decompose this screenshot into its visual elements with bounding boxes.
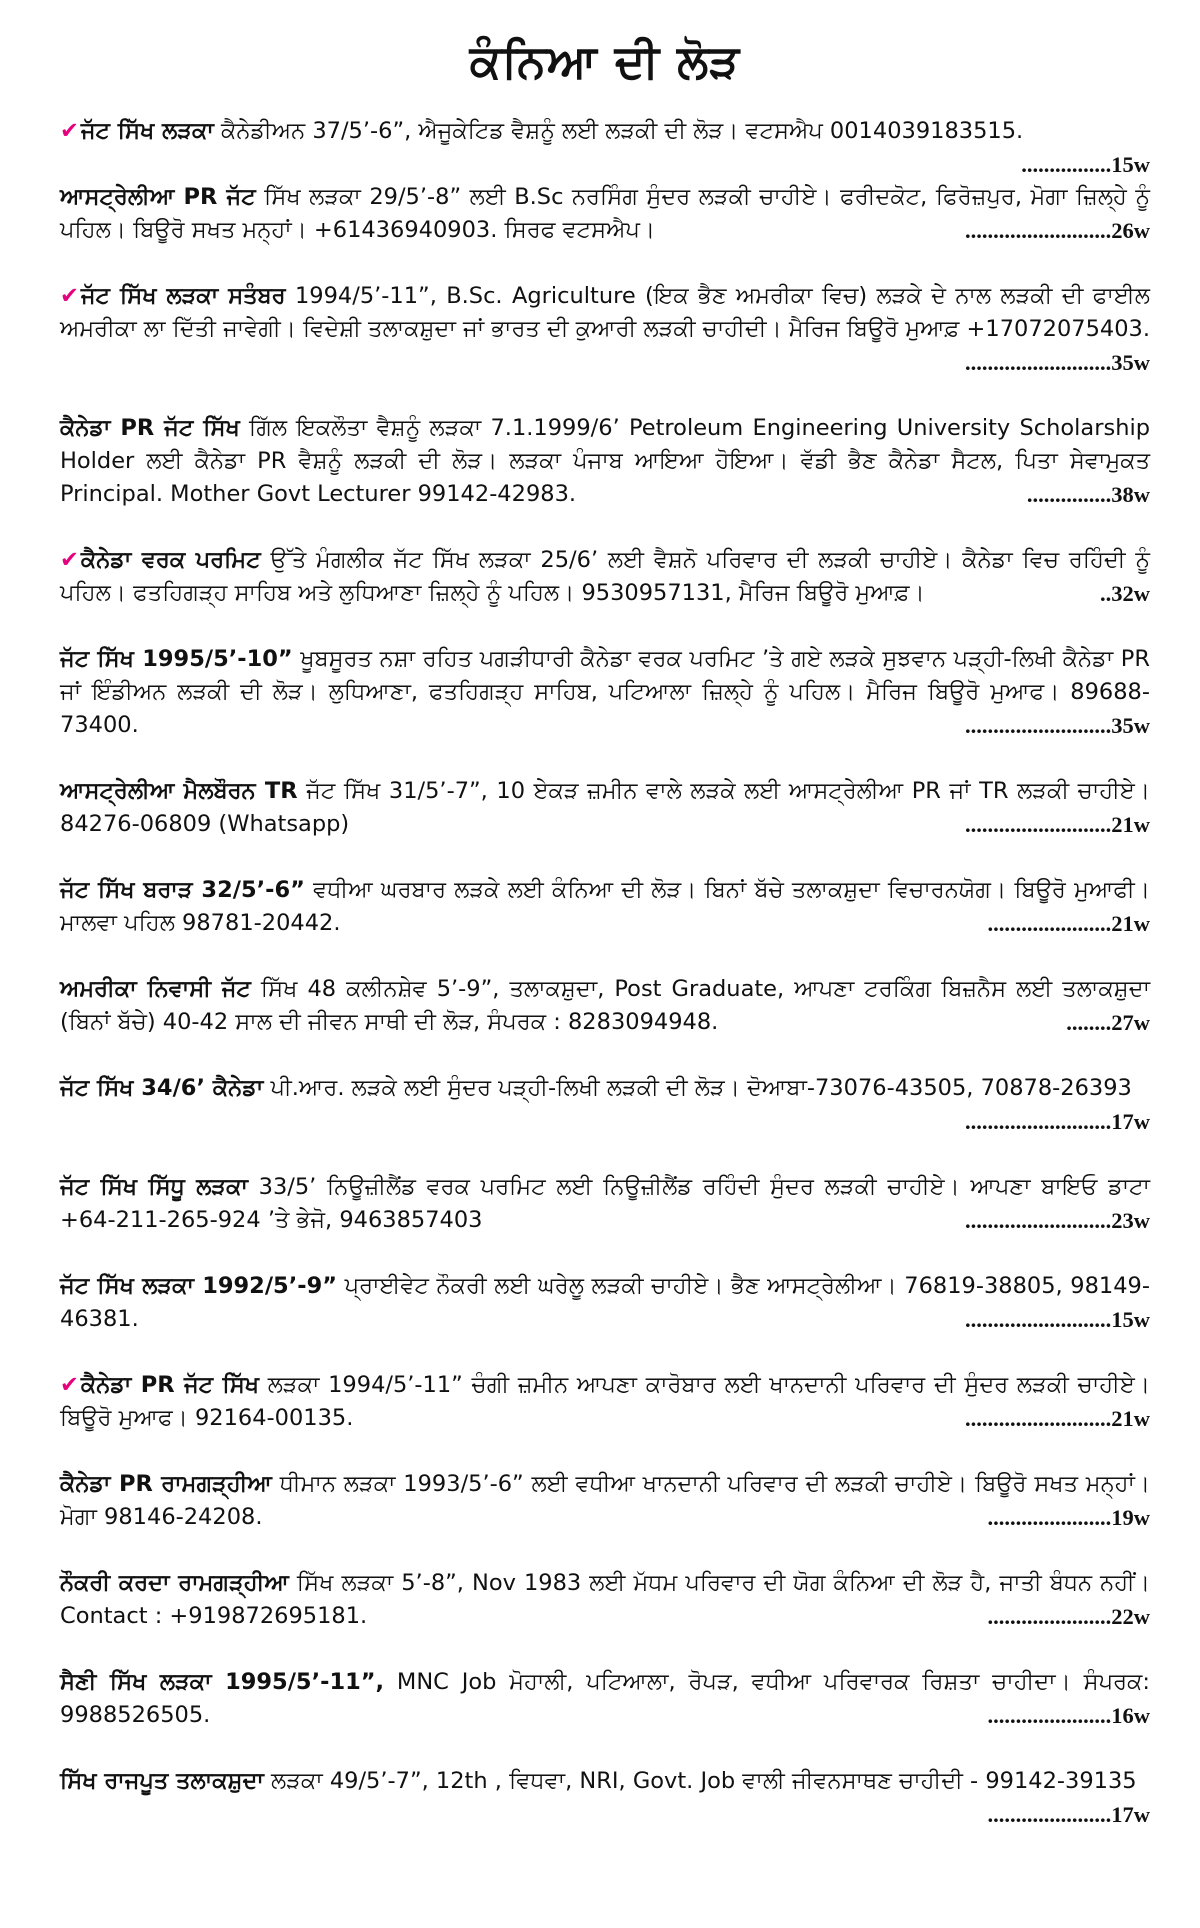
- classified-ad: [60, 181, 1150, 247]
- classified-ad: [60, 775, 1150, 841]
- ad-code: ......................22w: [987, 1603, 1150, 1629]
- ad-code: ..........................23w: [965, 1207, 1150, 1233]
- ad-lead: ਜੱਟ ਸਿੱਖ ਬਰਾੜ 32/5’-6”: [60, 876, 305, 903]
- ad-code: ..........................35w: [965, 349, 1150, 375]
- ad-text: ਸਿੱਖ ਲੜਕਾ 29/5’-8” ਲਈ B.Sc ਨਰਸਿੰਗ ਸੁੰਦਰ ਲੜਕੀ ਚਾਹੀਏ। ਫਰੀਦਕੋਟ, ਫਿਰੋਜ਼ਪੁਰ, ਮੋਗਾ ਜ਼ਿਲ੍ਹੇ ਨੂੰ ਪਹਿਲ। ਬਿਊਰੋ ਸਖਤ ਮਨ੍ਹਾਂ। +61436940903. ਸਿਰਫ ਵਟਸਐਪ।: [60, 183, 1150, 243]
- ad-text: ਵਧੀਆ ਘਰਬਾਰ ਲੜਕੇ ਲਈ ਕੰਨਿਆ ਦੀ ਲੋੜ। ਬਿਨਾਂ ਬੱਚੇ ਤਲਾਕਸ਼ੁਦਾ ਵਿਚਾਰਨਯੋਗ। ਬਿਊਰੋ ਮੁਆਫੀ। ਮਾਲਵਾ ਪਹਿਲ 98781-20442.: [60, 876, 1150, 936]
- check-mark-icon: ✔: [60, 1371, 79, 1398]
- ad-code: ......................16w: [987, 1702, 1150, 1728]
- ad-code: ..........................26w: [965, 217, 1150, 243]
- ad-text: ਉੱਤੇ ਮੰਗਲੀਕ ਜੱਟ ਸਿੱਖ ਲੜਕਾ 25/6’ ਲਈ ਵੈਸ਼ਨੋ ਪਰਿਵਾਰ ਦੀ ਲੜਕੀ ਚਾਹੀਏ। ਕੈਨੇਡਾ ਵਿਚ ਰਹਿੰਦੀ ਨੂੰ ਪਹਿਲ। ਫਤਹਿਗੜ੍ਹ ਸਾਹਿਬ ਅਤੇ ਲੁਧਿਆਣਾ ਜ਼ਿਲ੍ਹੇ ਨੂੰ ਪਹਿਲ। 9530957131, ਮੈਰਿਜ ਬਿਊਰੋ ਮੁਆਫ਼।: [60, 546, 1150, 606]
- check-mark-icon: ✔: [60, 117, 79, 144]
- ad-code: ...............38w: [1026, 481, 1150, 507]
- ad-text: 1994/5’-11”, B.Sc. Agriculture (ਇਕ ਭੈਣ ਅਮਰੀਕਾ ਵਿਚ) ਲੜਕੇ ਦੇ ਨਾਲ ਲੜਕੀ ਦੀ ਫਾਈਲ ਅਮਰੀਕਾ ਲਾ ਦਿੱਤੀ ਜਾਵੇਗੀ। ਵਿਦੇਸ਼ੀ ਤਲਾਕਸ਼ੁਦਾ ਜਾਂ ਭਾਰਤ ਦੀ ਕੁਆਰੀ ਲੜਕੀ ਚਾਹੀਦੀ। ਮੈਰਿਜ ਬਿਊਰੋ ਮੁਆਫ਼ +17072075403.: [60, 282, 1150, 342]
- ad-lead: ਜੱਟ ਸਿੱਖ ਲੜਕਾ: [80, 117, 214, 144]
- classified-ad: [60, 1270, 1150, 1336]
- classified-ad: [60, 643, 1150, 742]
- classified-ad: [60, 973, 1150, 1039]
- ad-text: ਸਿੱਖ ਲੜਕਾ 5’-8”, Nov 1983 ਲਈ ਮੱਧਮ ਪਰਿਵਾਰ ਦੀ ਯੋਗ ਕੰਨਿਆ ਦੀ ਲੋੜ ਹੈ, ਜਾਤੀ ਬੰਧਨ ਨਹੀਂ। Contact : +919872695181.: [60, 1569, 1150, 1629]
- ad-code: ......................21w: [987, 910, 1150, 936]
- classified-ad: [60, 1072, 1150, 1138]
- classified-ad: [60, 115, 1150, 181]
- page-title: ਕੰਨਿਆ ਦੀ ਲੋੜ: [469, 34, 741, 88]
- ad-text: ਜੱਟ ਸਿੱਖ 31/5’-7”, 10 ਏਕੜ ਜ਼ਮੀਨ ਵਾਲੇ ਲੜਕੇ ਲਈ ਆਸਟ੍ਰੇਲੀਆ PR ਜਾਂ TR ਲੜਕੀ ਚਾਹੀਏ। 84276-06809 (Whatsapp): [60, 777, 1150, 837]
- ad-code: ..........................17w: [965, 1108, 1150, 1134]
- classified-ads-list: [60, 115, 1150, 1831]
- ad-lead: ਆਸਟ੍ਰੇਲੀਆ ਮੈਲਬੌਰਨ TR: [60, 777, 298, 804]
- classified-ad: [60, 1666, 1150, 1732]
- ad-code: ......................19w: [987, 1504, 1150, 1530]
- ad-text: MNC Job ਮੋਹਾਲੀ, ਪਟਿਆਲਾ, ਰੋਪੜ, ਵਧੀਆ ਪਰਿਵਾਰਕ ਰਿਸ਼ਤਾ ਚਾਹੀਦਾ। ਸੰਪਰਕ: 9988526505.: [60, 1668, 1150, 1728]
- classified-ad: [60, 1171, 1150, 1237]
- ad-lead: ਕੈਨੇਡਾ PR ਜੱਟ ਸਿੱਖ: [60, 414, 240, 441]
- ad-lead: ਕੈਨੇਡਾ PR ਜੱਟ ਸਿੱਖ: [80, 1371, 259, 1398]
- classified-ad: [60, 1567, 1150, 1633]
- ad-lead: ਜੱਟ ਸਿੱਖ ਲੜਕਾ 1992/5’-9”: [60, 1272, 338, 1299]
- ad-text: ਧੀਮਾਨ ਲੜਕਾ 1993/5’-6” ਲਈ ਵਧੀਆ ਖਾਨਦਾਨੀ ਪਰਿਵਾਰ ਦੀ ਲੜਕੀ ਚਾਹੀਏ। ਬਿਊਰੋ ਸਖਤ ਮਨ੍ਹਾਂ। ਮੋਗਾ 98146-24208.: [60, 1470, 1151, 1530]
- ad-code: ........27w: [1066, 1009, 1150, 1035]
- ad-lead: ਜੱਟ ਸਿੱਖ ਲੜਕਾ ਸਤੰਬਰ: [80, 282, 286, 309]
- ad-code: ..........................21w: [965, 1405, 1150, 1431]
- ad-code: ..........................35w: [965, 712, 1150, 738]
- ad-text: ਸਿੱਖ 48 ਕਲੀਨਸ਼ੇਵ 5’-9”, ਤਲਾਕਸ਼ੁਦਾ, Post Graduate, ਆਪਣਾ ਟਰਕਿੰਗ ਬਿਜ਼ਨੈਸ ਲਈ ਤਲਾਕਸ਼ੁਦਾ (ਬਿਨਾਂ ਬੱਚੇ) 40-42 ਸਾਲ ਦੀ ਜੀਵਨ ਸਾਥੀ ਦੀ ਲੋੜ, ਸੰਪਰਕ : 8283094948.: [60, 975, 1150, 1035]
- ad-code: ..........................15w: [965, 1306, 1150, 1332]
- ad-code: ..........................21w: [965, 811, 1150, 837]
- ad-lead: ਕੈਨੇਡਾ PR ਰਾਮਗੜ੍ਹੀਆ: [60, 1470, 272, 1497]
- check-mark-icon: ✔: [60, 282, 79, 309]
- ad-lead: ਅਮਰੀਕਾ ਨਿਵਾਸੀ ਜੱਟ: [60, 975, 251, 1002]
- classified-ad: [60, 1468, 1150, 1534]
- ad-lead: ਸਿੱਖ ਰਾਜਪੂਤ ਤਲਾਕਸ਼ੁਦਾ: [60, 1767, 264, 1794]
- ad-lead: ਜੱਟ ਸਿੱਖ ਸਿੱਧੂ ਲੜਕਾ: [60, 1173, 248, 1200]
- classified-ad: [60, 874, 1150, 940]
- ad-lead: ਨੌਕਰੀ ਕਰਦਾ ਰਾਮਗੜ੍ਹੀਆ: [60, 1569, 289, 1596]
- ad-text: ਪੀ.ਆਰ. ਲੜਕੇ ਲਈ ਸੁੰਦਰ ਪੜ੍ਹੀ-ਲਿਖੀ ਲੜਕੀ ਦੀ ਲੋੜ। ਦੋਆਬਾ-73076-43505, 70878-26393: [263, 1074, 1132, 1101]
- classified-ad: [60, 1765, 1150, 1831]
- ad-text: 33/5’ ਨਿਊਜ਼ੀਲੈਂਡ ਵਰਕ ਪਰਮਿਟ ਲਈ ਨਿਊਜ਼ੀਲੈਂਡ ਰਹਿੰਦੀ ਸੁੰਦਰ ਲੜਕੀ ਚਾਹੀਏ। ਆਪਣਾ ਬਾਇਓ ਡਾਟਾ +64-211-265-924 ’ਤੇ ਭੇਜੋ, 9463857403: [60, 1173, 1150, 1233]
- ad-text: ਗਿੱਲ ਇਕਲੌਤਾ ਵੈਸ਼ਨੂੰ ਲੜਕਾ 7.1.1999/6’ Petroleum Engineering University Scholarship Holder ਲਈ ਕੈਨੇਡਾ PR ਵੈਸ਼ਨੂੰ ਲੜਕੀ ਦੀ ਲੋੜ। ਲੜਕਾ ਪੰਜਾਬ ਆਇਆ ਹੋਇਆ। ਵੱਡੀ ਭੈਣ ਕੈਨੇਡਾ ਸੈਟਲ, ਪਿਤਾ ਸੇਵਾਮੁਕਤ Principal. Mother Govt Lecturer 99142-42983.: [60, 414, 1150, 507]
- ad-text: ਲੜਕਾ 49/5’-7”, 12th , ਵਿਧਵਾ, NRI, Govt. Job ਵਾਲੀ ਜੀਵਨਸਾਥਣ ਚਾਹੀਦੀ - 99142-39135: [263, 1767, 1137, 1794]
- ad-text: ਲੜਕਾ 1994/5’-11” ਚੰਗੀ ਜ਼ਮੀਨ ਆਪਣਾ ਕਾਰੋਬਾਰ ਲਈ ਖਾਨਦਾਨੀ ਪਰਿਵਾਰ ਦੀ ਸੁੰਦਰ ਲੜਕੀ ਚਾਹੀਏ। ਬਿਊਰੋ ਮੁਆਫ। 92164-00135.: [60, 1371, 1150, 1431]
- ad-lead: ਆਸਟ੍ਰੇਲੀਆ PR ਜੱਟ: [60, 183, 256, 210]
- classified-ad: [60, 280, 1150, 379]
- classified-ad: [60, 412, 1150, 511]
- ad-code: ................15w: [1021, 151, 1150, 177]
- ad-lead: ਸੈਣੀ ਸਿੱਖ ਲੜਕਾ 1995/5’-11”,: [60, 1668, 385, 1695]
- classified-ad: [60, 1369, 1150, 1435]
- ad-lead: ਜੱਟ ਸਿੱਖ 34/6’ ਕੈਨੇਡਾ: [60, 1074, 264, 1101]
- ad-code: ..32w: [1100, 580, 1150, 606]
- check-mark-icon: ✔: [60, 546, 79, 573]
- ad-lead: ਕੈਨੇਡਾ ਵਰਕ ਪਰਮਿਟ: [80, 546, 261, 573]
- ad-lead: ਜੱਟ ਸਿੱਖ 1995/5’-10”: [60, 645, 293, 672]
- ad-text: ਪ੍ਰਾਈਵੇਟ ਨੌਕਰੀ ਲਈ ਘਰੇਲੂ ਲੜਕੀ ਚਾਹੀਏ। ਭੈਣ ਆਸਟ੍ਰੇਲੀਆ। 76819-38805, 98149-46381.: [60, 1272, 1150, 1332]
- ad-text: ਖੂਬਸੂਰਤ ਨਸ਼ਾ ਰਹਿਤ ਪਗੜੀਧਾਰੀ ਕੈਨੇਡਾ ਵਰਕ ਪਰਮਿਟ ’ਤੇ ਗਏ ਲੜਕੇ ਸੁਝਵਾਨ ਪੜ੍ਹੀ-ਲਿਖੀ ਕੈਨੇਡਾ PR ਜਾਂ ਇੰਡੀਅਨ ਲੜਕੀ ਦੀ ਲੋੜ। ਲੁਧਿਆਣਾ, ਫਤਹਿਗੜ੍ਹ ਸਾਹਿਬ, ਪਟਿਆਲਾ ਜ਼ਿਲ੍ਹੇ ਨੂੰ ਪਹਿਲ। ਮੈਰਿਜ ਬਿਊਰੋ ਮੁਆਫ। 89688-73400.: [60, 645, 1150, 738]
- ad-text: ਕੈਨੇਡੀਅਨ 37/5’-6”, ਐਜੂਕੇਟਿਡ ਵੈਸ਼ਨੂੰ ਲਈ ਲੜਕੀ ਦੀ ਲੋੜ। ਵਟਸਐਪ 0014039183515.: [213, 117, 1024, 144]
- ad-code: ......................17w: [987, 1801, 1150, 1827]
- classified-ad: [60, 544, 1150, 610]
